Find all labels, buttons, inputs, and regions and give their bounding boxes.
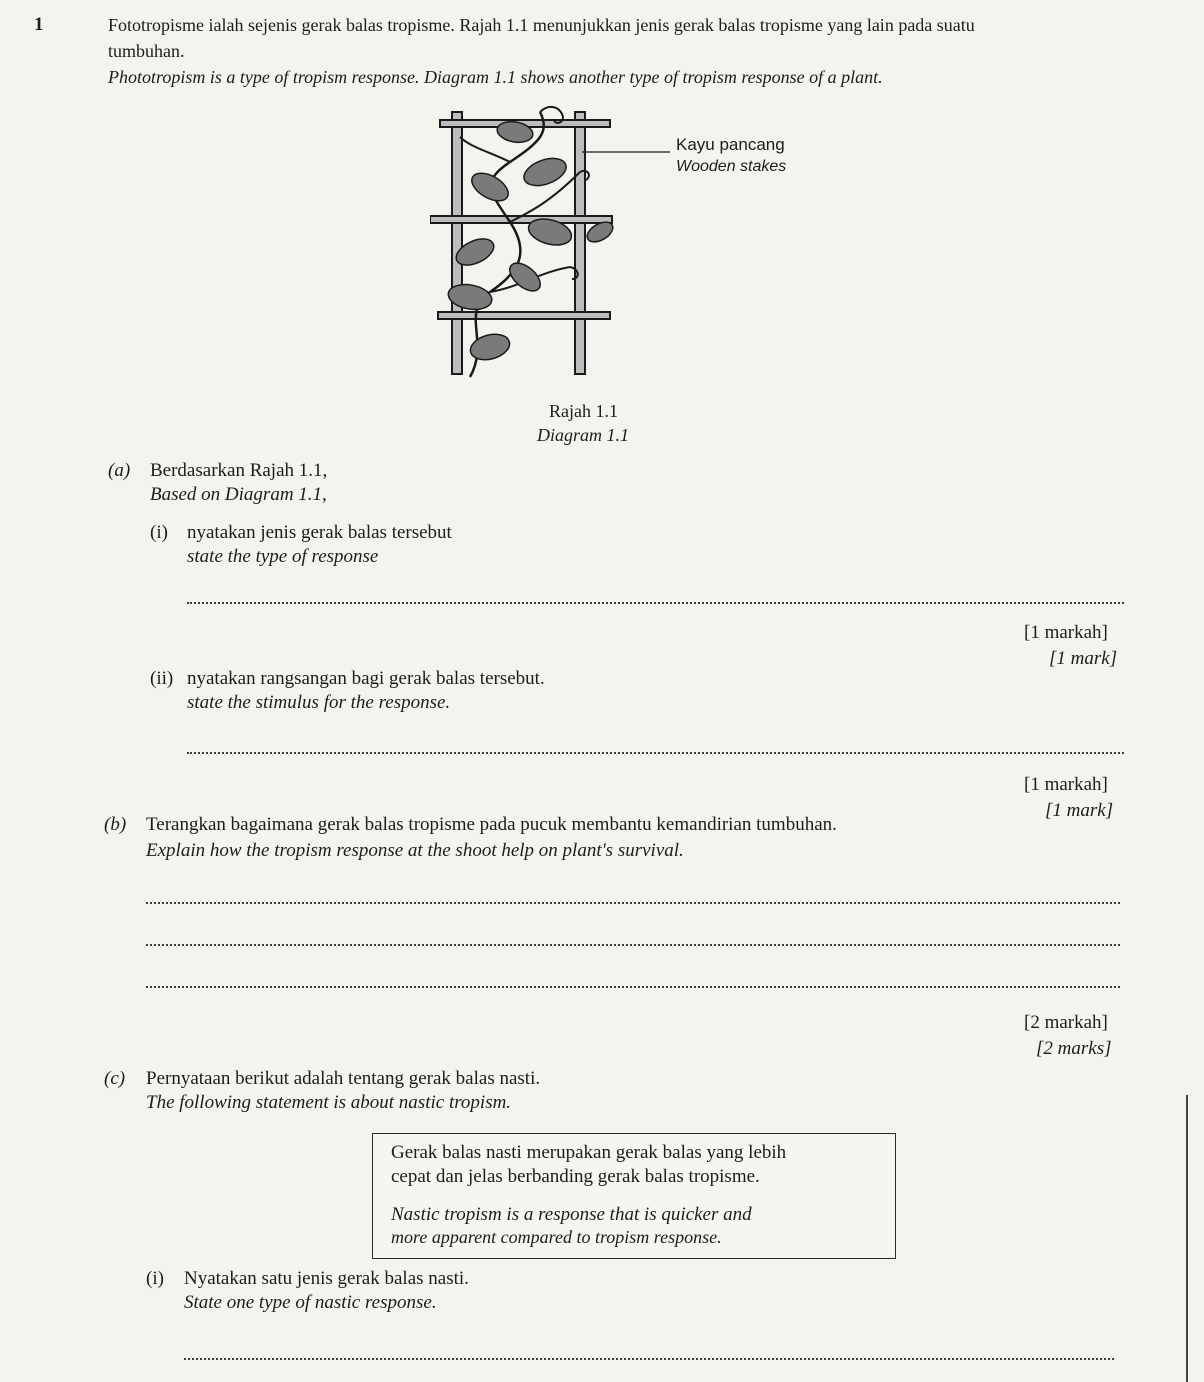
box-en-line1: Nastic tropism is a response that is quicker and <box>391 1204 752 1225</box>
part-b-marks-en: [2 marks] <box>1036 1038 1112 1059</box>
part-c-i-text-ms: Nyatakan satu jenis gerak balas nasti. <box>184 1268 469 1289</box>
intro-ms-line2: tumbuhan. <box>108 41 185 61</box>
diagram-caption-en: Diagram 1.1 <box>537 425 630 445</box>
part-a-i-num: (i) <box>150 522 168 543</box>
answer-line-b-2[interactable] <box>146 944 1120 946</box>
part-c-text-en: The following statement is about nastic tropism. <box>146 1092 512 1113</box>
part-c-i-text-en: State one type of nastic response. <box>184 1292 437 1313</box>
box-ms-line1: Gerak balas nasti merupakan gerak balas yang lebih <box>391 1142 787 1163</box>
part-a-ii-marks-en: [1 mark] <box>1045 800 1114 821</box>
diagram-label-en: Wooden stakes <box>676 158 787 175</box>
diagram-caption-ms: Rajah 1.1 <box>549 401 618 421</box>
part-a-ii-marks-ms: [1 markah] <box>1024 774 1108 795</box>
part-a-i-text-ms: nyatakan jenis gerak balas tersebut <box>187 522 452 543</box>
intro-ms-line1: Fototropisme ialah sejenis gerak balas tropisme. Rajah 1.1 menunjukkan jenis gerak balas tropisme yang lain pada suatu <box>108 15 975 35</box>
intro-en: Phototropism is a type of tropism response. Diagram 1.1 shows another type of tropism response of a plant. <box>108 67 883 87</box>
statement-box <box>372 1133 896 1259</box>
part-c-text-ms: Pernyataan berikut adalah tentang gerak balas nasti. <box>146 1068 541 1089</box>
part-a-letter: (a) <box>108 460 131 481</box>
box-en-line2: more apparent compared to tropism response. <box>391 1227 722 1247</box>
plant-stake-diagram <box>430 92 670 382</box>
page-edge-line <box>1186 1095 1188 1382</box>
answer-line-a-ii[interactable] <box>187 752 1124 754</box>
question-number: 1 <box>34 14 44 35</box>
answer-line-c-i[interactable] <box>184 1358 1114 1360</box>
part-a-i-marks-en: [1 mark] <box>1049 648 1118 669</box>
part-a-i-marks-ms: [1 markah] <box>1024 622 1108 643</box>
part-b-marks-ms: [2 markah] <box>1024 1012 1108 1033</box>
part-c-letter: (c) <box>104 1068 126 1089</box>
box-ms-line2: cepat dan jelas berbanding gerak balas tropisme. <box>391 1166 760 1187</box>
answer-line-b-1[interactable] <box>146 902 1120 904</box>
part-a-i-text-en: state the type of response <box>187 546 379 567</box>
part-a-text-en: Based on Diagram 1.1, <box>150 484 327 505</box>
part-c-i-num: (i) <box>146 1268 164 1289</box>
diagram-label-ms: Kayu pancang <box>676 135 785 154</box>
answer-line-b-3[interactable] <box>146 986 1120 988</box>
part-a-ii-text-en: state the stimulus for the response. <box>187 692 451 713</box>
part-b-text-en: Explain how the tropism response at the shoot help on plant's survival. <box>146 840 684 861</box>
part-b-text-ms: Terangkan bagaimana gerak balas tropisme pada pucuk membantu kemandirian tumbuhan. <box>146 814 837 835</box>
answer-line-a-i[interactable] <box>187 602 1124 604</box>
part-a-ii-text-ms: nyatakan rangsangan bagi gerak balas tersebut. <box>187 668 545 689</box>
part-a-text-ms: Berdasarkan Rajah 1.1, <box>150 460 328 481</box>
part-a-ii-num: (ii) <box>150 668 174 689</box>
part-b-letter: (b) <box>104 814 127 835</box>
